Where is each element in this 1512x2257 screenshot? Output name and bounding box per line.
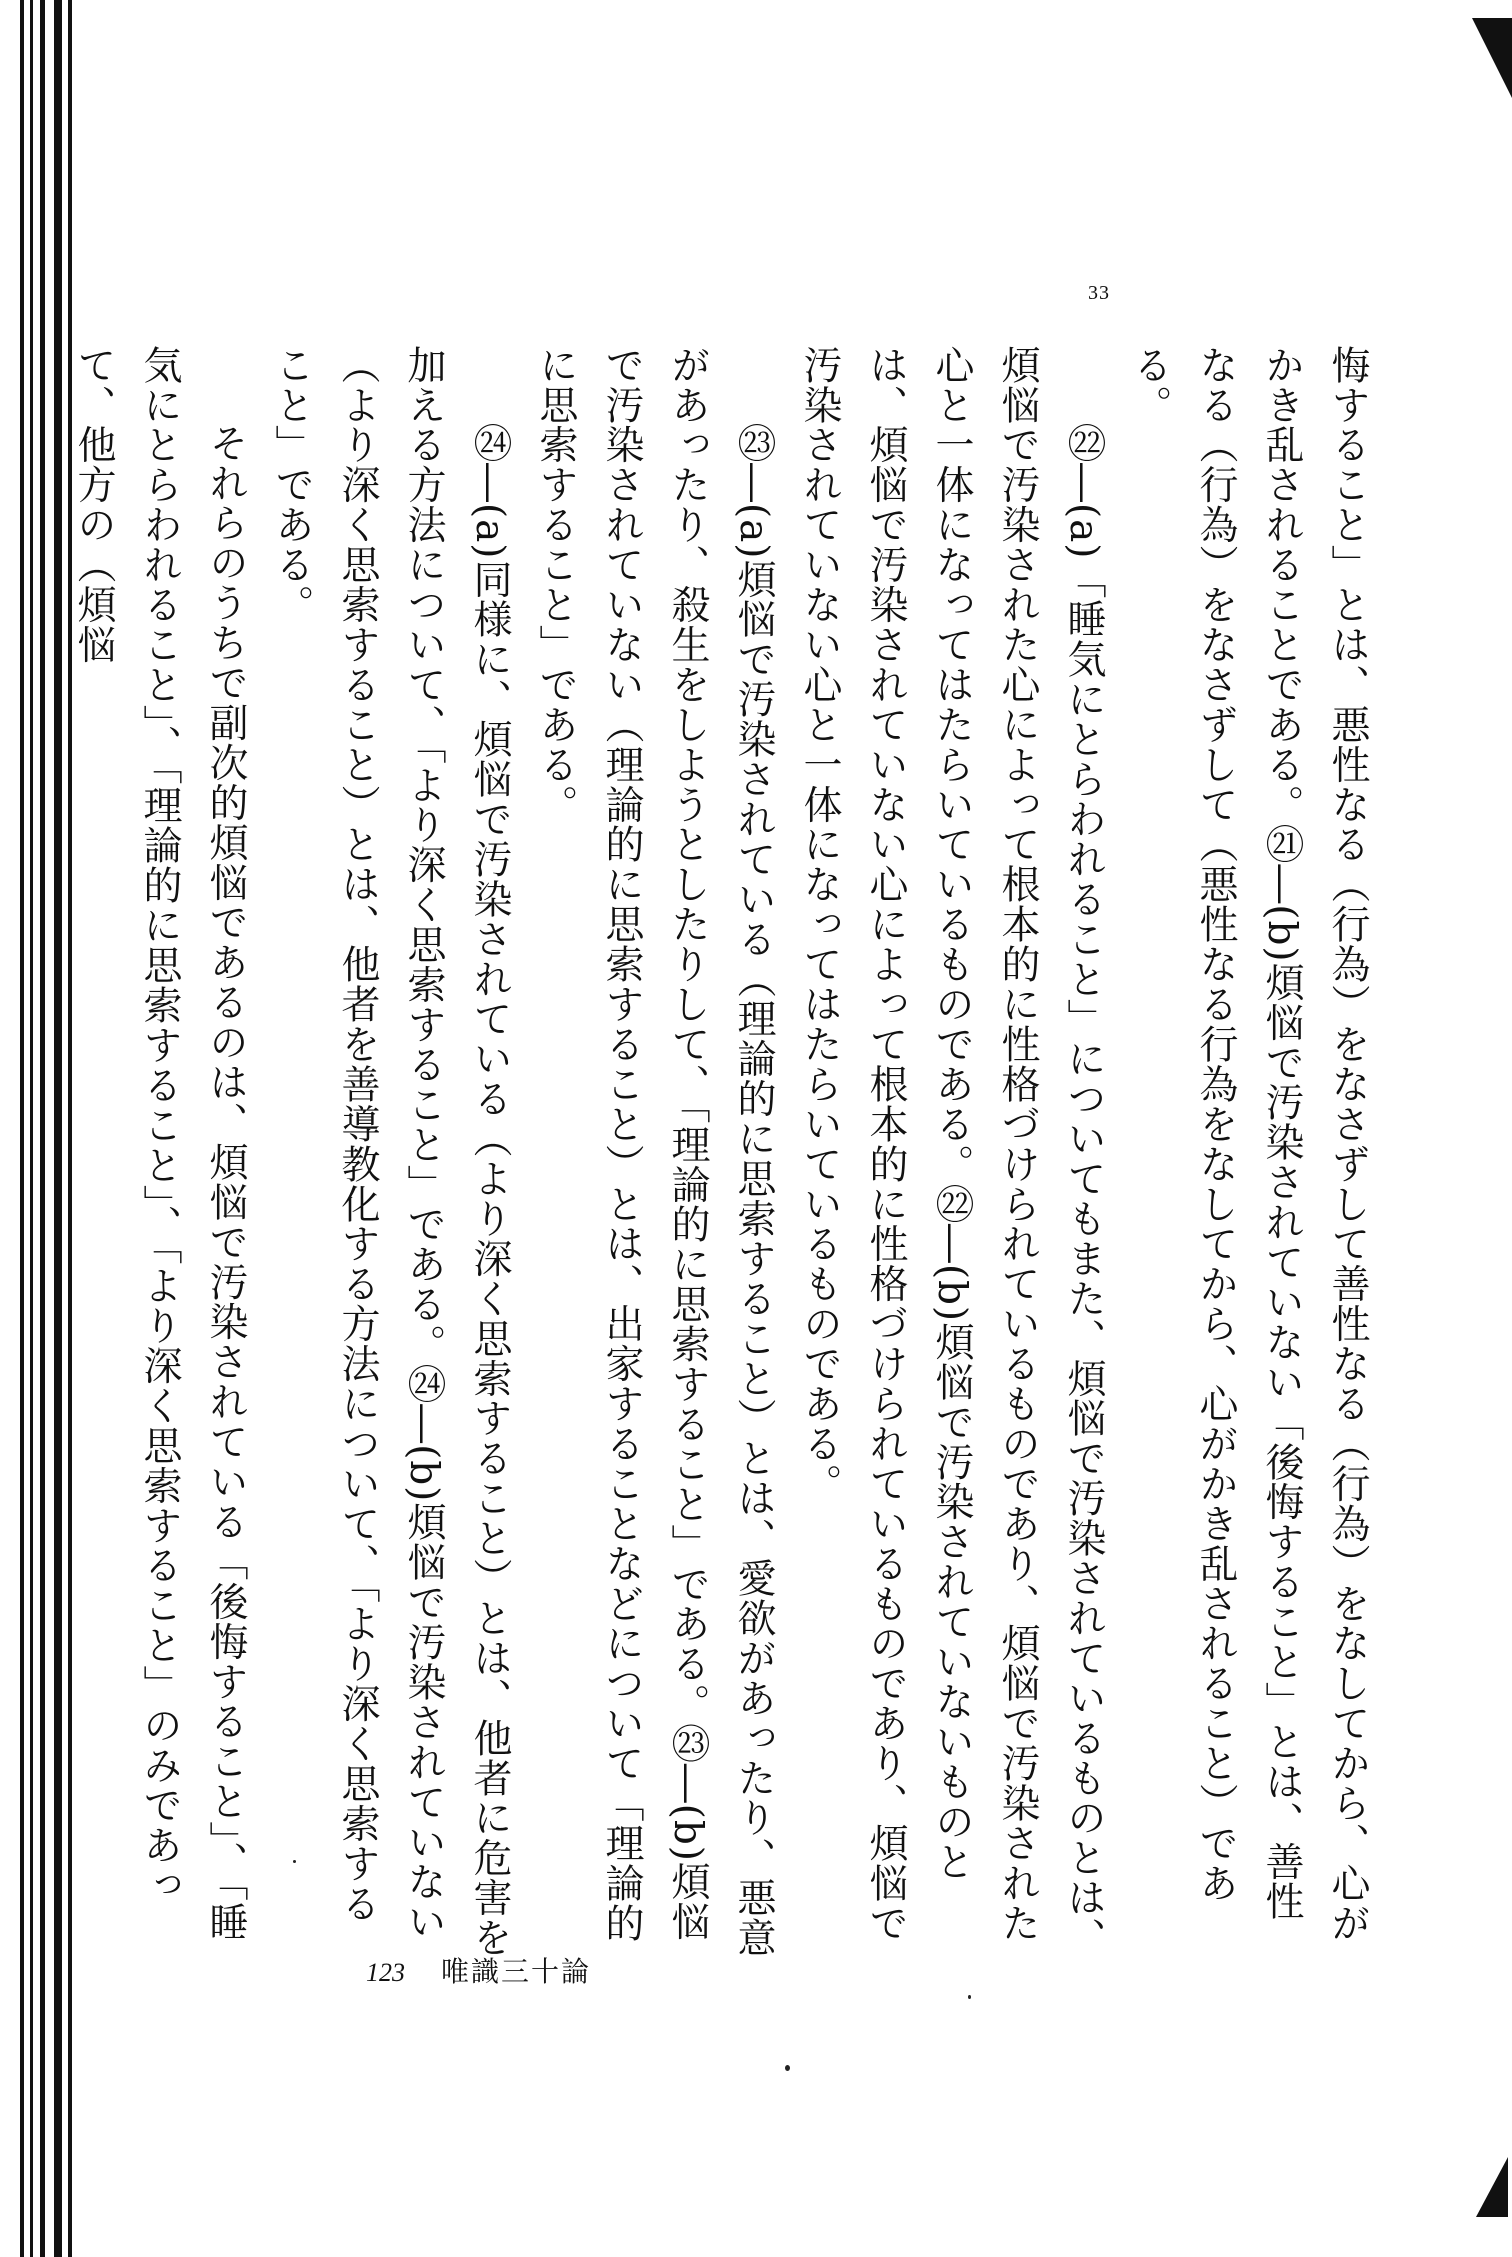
footer-book-title: 唯識三十論 (441, 1955, 592, 1988)
paragraph-1: 悔すること」とは、悪性なる（行為）をなさずして善性なる（行為）をなしてから、心がかき乱されることである。㉑―(b)煩悩で汚染されていない「後悔すること」とは、善性なる（行為）をなさずして（悪性なる行為をなしてから、心がかき乱されること）である。 (1127, 345, 1370, 1943)
scan-corner-mark-top (1472, 18, 1512, 98)
paragraph-4: ㉔―(a)同様に、煩悩で汚染されている（より深く思索すること）とは、他者に危害を加える方法について、「より深く思索すること」である。㉔―(b)煩悩で汚染されていない（より深く思索すること）とは、他者を善導教化する方法について、「より深く思索すること」である。 (269, 345, 512, 1958)
scan-speck (293, 1860, 296, 1863)
header-page-number: 33 (1088, 282, 1110, 304)
scan-speck (785, 2065, 790, 2071)
page-footer (366, 1950, 591, 1990)
scan-corner-mark-bottom (1476, 2157, 1508, 2217)
vertical-body-text (71, 345, 1380, 1960)
paragraph-5: それらのうちで副次的煩悩であるのは、煩悩で汚染されている「後悔すること」、「睡気にとらわれること」、「理論的に思索すること」、「より深く思索すること」のみであって、他方の（煩悩 (71, 345, 248, 1943)
footer-page-number: 123 (366, 1958, 405, 1987)
paragraph-2: ㉒―(a)「睡気にとらわれること」についてもまた、煩悩で汚染されているものとは、煩悩で汚染された心によって根本的に性格づけられているものであり、煩悩で汚染された心と一体になってはたらいているものである。㉒―(b)煩悩で汚染されていないものとは、煩悩で汚染されていない心によって根本的に性格づけられているものであり、煩悩で汚染されていない心と一体になってはたらいているものである。 (797, 345, 1106, 1958)
scan-speck (968, 1995, 971, 1999)
paragraph-3: ㉓―(a)煩悩で汚染されている（理論的に思索すること）とは、愛欲があったり、悪意があったり、殺生をしようとしたりして、「理論的に思索すること」である。㉓―(b)煩悩で汚染されていない（理論的に思索すること）とは、出家することなどについて「理論的に思索すること」である。 (533, 345, 776, 1958)
